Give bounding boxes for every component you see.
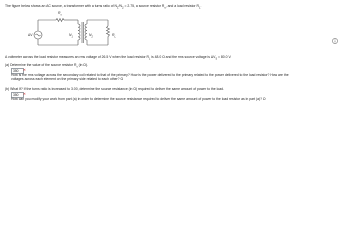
source-resistor-label [58,11,62,18]
info-icon[interactable] [332,38,338,44]
question-units: (in Ω). [77,63,88,67]
secondary-label [89,33,93,40]
part-b-question [5,87,224,91]
question-sub: s [76,65,78,69]
part-label: (b) [5,87,10,91]
intro-part: , and a load resistor R [165,4,199,8]
label-main: R [58,11,61,15]
voltmeter-part: is 48.0 Ω and the rms source voltage is ΔV [150,55,216,59]
feedback-text: How can you modify your work from part (a) in order to determine the source resistance required to deliver the same amount of power to the load resistor as in part (a)? Ω [11,97,266,101]
voltmeter-part: = 80.0 V. [217,55,232,59]
answer-value: 350 [13,93,19,97]
voltmeter-part: A voltmeter across the load resistor measures an rms voltage of 26.5 V when the load resistor R [5,55,149,59]
voltmeter-sub: S [215,57,218,61]
intro-sub: 2 [121,5,124,10]
answer-value: 350 [13,69,19,73]
intro-sub: s [164,5,166,10]
label-main: ΔV [28,33,33,37]
part-a-feedback-cont [11,77,123,81]
voltmeter-sub: L [148,57,151,61]
source-label [28,33,33,37]
intro-sub: 1 [116,5,119,10]
part-label: (a) [5,63,10,67]
intro-part: The figure below shows an AC source, a transformer with a turns ratio of N [5,4,117,8]
part-b-feedback [11,97,266,101]
intro-part: = 2.75, a source resistor R [123,4,165,8]
intro-part: /N [118,4,122,8]
incorrect-x-icon: ✕ [23,68,26,72]
circuit-diagram [20,9,130,49]
question-text: What If? If the turns ratio is increased to 3.00, determine the source resistance (in Ω) required to deliver the same amount of power to the load. [10,87,224,91]
label-sub: s [60,13,62,17]
label-sub: 2 [91,35,93,39]
intro-sub: L [198,5,201,10]
primary-label [69,33,73,40]
label-sub: 1 [71,35,73,39]
label-main: N [69,33,72,37]
intro-part: . [200,4,202,8]
voltmeter-text [5,55,231,62]
label-main: N [89,33,92,37]
label-main: R [112,33,115,37]
load-label [112,33,116,40]
feedback-text: How is the rms voltage across the secondary coil related to that of the primary? How is the power delivered to the primary related to the power delivered to the load resistor? How are the [11,73,289,77]
question-text: Determine the value of the source resistor R [10,63,77,67]
label-sub: L [114,35,116,39]
feedback-text: voltages across each element on the primary side related to each other? Ω [11,77,124,81]
incorrect-x-icon: ✕ [23,92,26,96]
